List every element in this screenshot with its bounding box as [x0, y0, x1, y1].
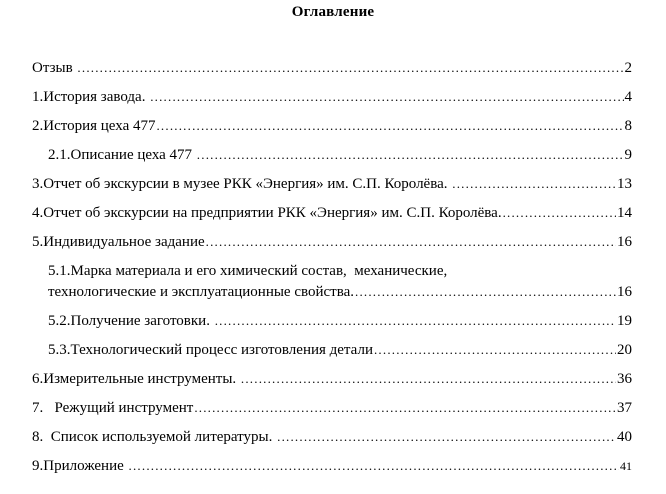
toc-entry-page: 2	[624, 60, 632, 76]
toc-entry-page: 36	[617, 371, 632, 387]
toc-entry-label: технологические и эксплуатационные свойства.	[48, 284, 354, 300]
toc-leader-dots	[194, 399, 616, 417]
toc-entry-label: 8. Список используемой литературы.	[32, 429, 277, 445]
toc-entry-label: 5.Индивидуальное задание	[32, 234, 205, 250]
toc-entry-label: 4.Отчет об экскурсии на предприятии РКК «Энергия» им. С.П. Королёва.	[32, 205, 502, 221]
toc-entry-page: 13	[617, 176, 632, 192]
toc-entry-cutting-tool	[32, 399, 632, 417]
toc-leader-dots	[197, 146, 624, 164]
toc-entry-enterprise-report	[32, 204, 632, 222]
toc-entry-label: 3.Отчет об экскурсии в музее РКК «Энергия» им. С.П. Королёва.	[32, 176, 452, 192]
toc-entry-label: 1.История завода.	[32, 89, 150, 105]
toc-entry-page: 16	[617, 234, 632, 250]
toc-entry-label: 2.1.Описание цеха 477	[48, 147, 196, 163]
toc-leader-dots	[374, 341, 616, 359]
toc-entry-blank-production	[48, 312, 632, 330]
toc-entry-page: 37	[617, 400, 632, 416]
toc-leader-dots	[503, 204, 616, 222]
toc-entry-references	[32, 428, 632, 446]
toc-entry-label: 5.2.Получение заготовки.	[48, 313, 214, 329]
toc-leader-dots	[150, 88, 623, 106]
toc-leader-dots	[129, 457, 619, 475]
toc-entry-page: 4	[624, 89, 632, 105]
toc-leader-dots	[206, 233, 616, 251]
toc-entry-page: 8	[624, 118, 632, 134]
page-title: Оглавление	[291, 4, 375, 20]
toc-entry-measuring-tools	[32, 370, 632, 388]
toc-leader-dots	[277, 428, 616, 446]
toc-entry-material-properties	[48, 283, 632, 301]
toc-entry-label: 9.Приложение	[32, 458, 128, 474]
toc-entry-label: Отзыв	[32, 60, 77, 76]
toc-entry-label: 2.История цеха 477	[32, 118, 156, 134]
toc-entry-review	[32, 59, 632, 77]
toc-entry-label: 7. Режущий инструмент	[32, 400, 194, 416]
toc-leader-dots	[452, 175, 616, 193]
toc-entry-individual-task	[32, 233, 632, 251]
toc-entry-manufacturing-process	[48, 341, 632, 359]
toc-entry-label: 5.3.Технологический процесс изготовления детали	[48, 342, 373, 358]
toc-leader-dots	[241, 370, 616, 388]
toc-entry-label: 6.Измерительные инструменты.	[32, 371, 240, 387]
toc-entry-museum-report	[32, 175, 632, 193]
toc-entry-shop-history	[32, 117, 632, 135]
toc-leader-dots	[77, 59, 623, 77]
toc-entry-plant-history	[32, 88, 632, 106]
toc-entry-page: 14	[617, 205, 632, 221]
toc-entry-page: 41	[620, 459, 632, 473]
toc-entry-page: 16	[617, 284, 632, 300]
toc-leader-dots	[156, 117, 623, 135]
toc-leader-dots	[355, 283, 616, 301]
toc-entry-page: 40	[617, 429, 632, 445]
toc-entry-shop-description	[48, 146, 632, 164]
toc-entry-appendix	[32, 457, 632, 475]
toc-entry-page: 20	[617, 342, 632, 358]
toc-entry-material-first-line: 5.1.Марка материала и его химический состав, механические,	[48, 263, 448, 279]
toc-entry-page: 9	[624, 147, 632, 163]
toc-leader-dots	[215, 312, 616, 330]
toc-entry-page: 19	[617, 313, 632, 329]
